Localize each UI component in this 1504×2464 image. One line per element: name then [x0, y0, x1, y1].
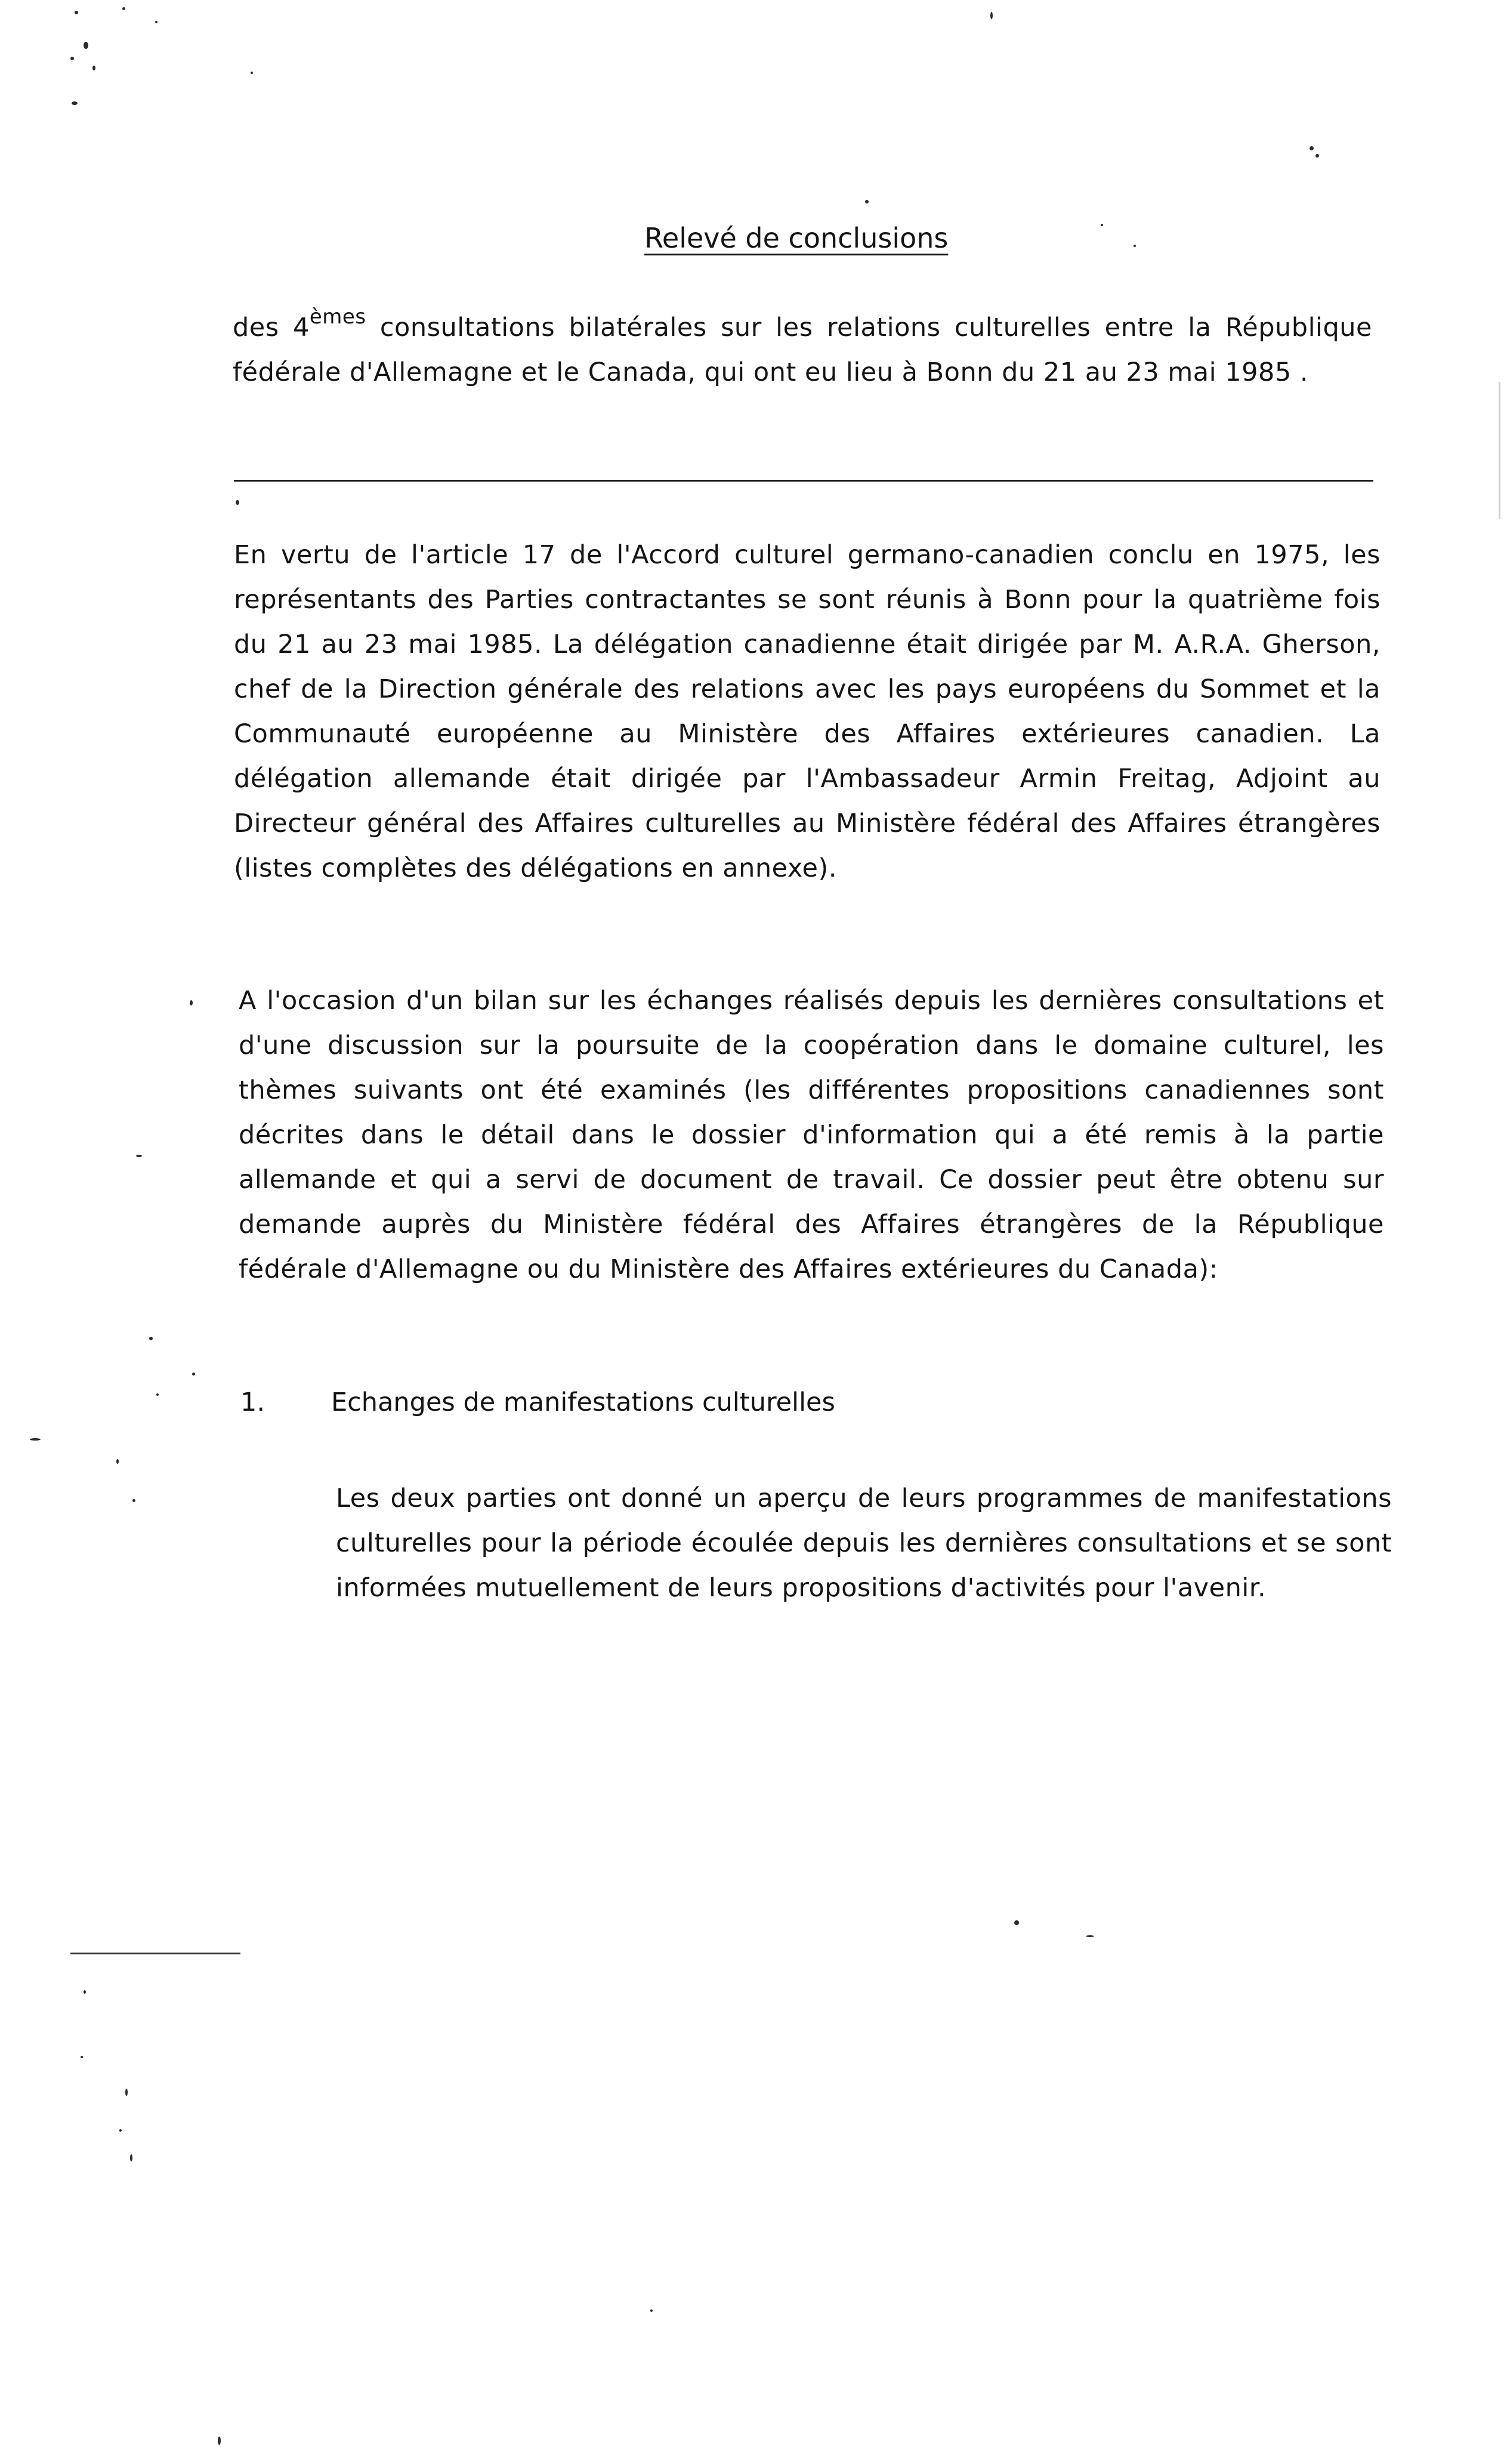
scan-speck: [122, 7, 125, 10]
paragraph-1: En vertu de l'article 17 de l'Accord culturel germano-canadien conclu en 1975, les représentants des Parties contractantes se sont réunis à Bonn pour la quatrième fois du 21 au 23 mai 1985. La délégation canadienne était dirigée par M. A.R.A. Gherson, chef de la Direction générale des relations avec les pays européens du Sommet et la Communauté européenne au Ministère des Affaires extérieures canadien. La délégation allemande était dirigée par l'Ambassadeur Armin Freitag, Adjoint au Directeur général des Affaires culturelles au Ministère fédéral des Affaires étrangères (listes complètes des délégations en annexe).: [234, 540, 1381, 883]
document-title: Relevé de conclusions: [644, 222, 949, 254]
scan-speck: [865, 200, 869, 203]
scan-speck: [1101, 224, 1103, 226]
scan-speck: [155, 21, 157, 23]
intro-paragraph: [233, 306, 1372, 395]
scan-speck: [990, 12, 993, 19]
scan-speck: [236, 500, 239, 505]
scan-speck: [218, 2437, 221, 2445]
scan-speck: [119, 2129, 122, 2132]
scan-speck: [81, 2056, 83, 2058]
scan-speck: [84, 1990, 86, 1994]
scan-speck: [84, 42, 88, 49]
intro-superscript: èmes: [309, 304, 366, 329]
scan-speck: [149, 1337, 153, 1340]
scan-speck: [70, 57, 74, 60]
section-1-paragraph: Les deux parties ont donné un aperçu de leurs programmes de manifestations culturelles pour la période écoulée depuis les dernières consultations et se sont informées mutuellement de leurs propositions d'activités pour l'avenir.: [336, 1484, 1392, 1603]
intro-text-start: des 4: [233, 313, 310, 343]
scan-speck: [1310, 146, 1314, 150]
section-1-number: 1.: [240, 1387, 265, 1417]
scan-speck: [132, 1499, 135, 1502]
scan-speck: [75, 11, 78, 14]
separator-rule: [234, 480, 1373, 482]
scan-speck: [156, 1393, 159, 1396]
paragraph-2: A l'occasion d'un bilan sur les échanges réalisés depuis les dernières consultations et d'une discussion sur la poursuite de la coopération dans le domaine culturel, les thèmes suivants ont été examinés (les différentes propositions canadiennes sont décrites dans le détail dans le dossier d'information qui a été remis à la partie allemande et qui a servi de document de travail. Ce dossier peut être obtenu sur demande auprès du Ministère fédéral des Affaires étrangères de la République fédérale d'Allemagne ou du Ministère des Affaires extérieures du Canada):: [239, 986, 1384, 1284]
scan-speck: [190, 1000, 193, 1006]
scan-speck: [1134, 245, 1136, 247]
scan-speck: [30, 1438, 41, 1441]
scan-speck: [650, 2309, 653, 2312]
intro-text-end: consultations bilatérales sur les relations culturelles entre la République fédérale d'Allemagne et le Canada, qui ont eu lieu à Bonn du 21 au 23 mai 1985 .: [233, 313, 1372, 387]
scan-speck: [251, 72, 253, 74]
section-1-title: Echanges de manifestations culturelles: [331, 1387, 835, 1417]
scan-speck: [72, 101, 78, 105]
scan-speck: [116, 1459, 119, 1464]
scan-speck: [92, 66, 95, 70]
scan-speck: [125, 2089, 128, 2096]
scan-speck: [136, 1155, 142, 1157]
scan-speck: [130, 2154, 132, 2161]
scan-dash-line: [70, 1953, 240, 1954]
scan-speck: [1086, 1935, 1094, 1937]
scan-speck: [1014, 1920, 1019, 1925]
scan-speck: [192, 1373, 195, 1376]
scan-edge-line: [1499, 382, 1500, 519]
scan-speck: [1315, 154, 1319, 158]
